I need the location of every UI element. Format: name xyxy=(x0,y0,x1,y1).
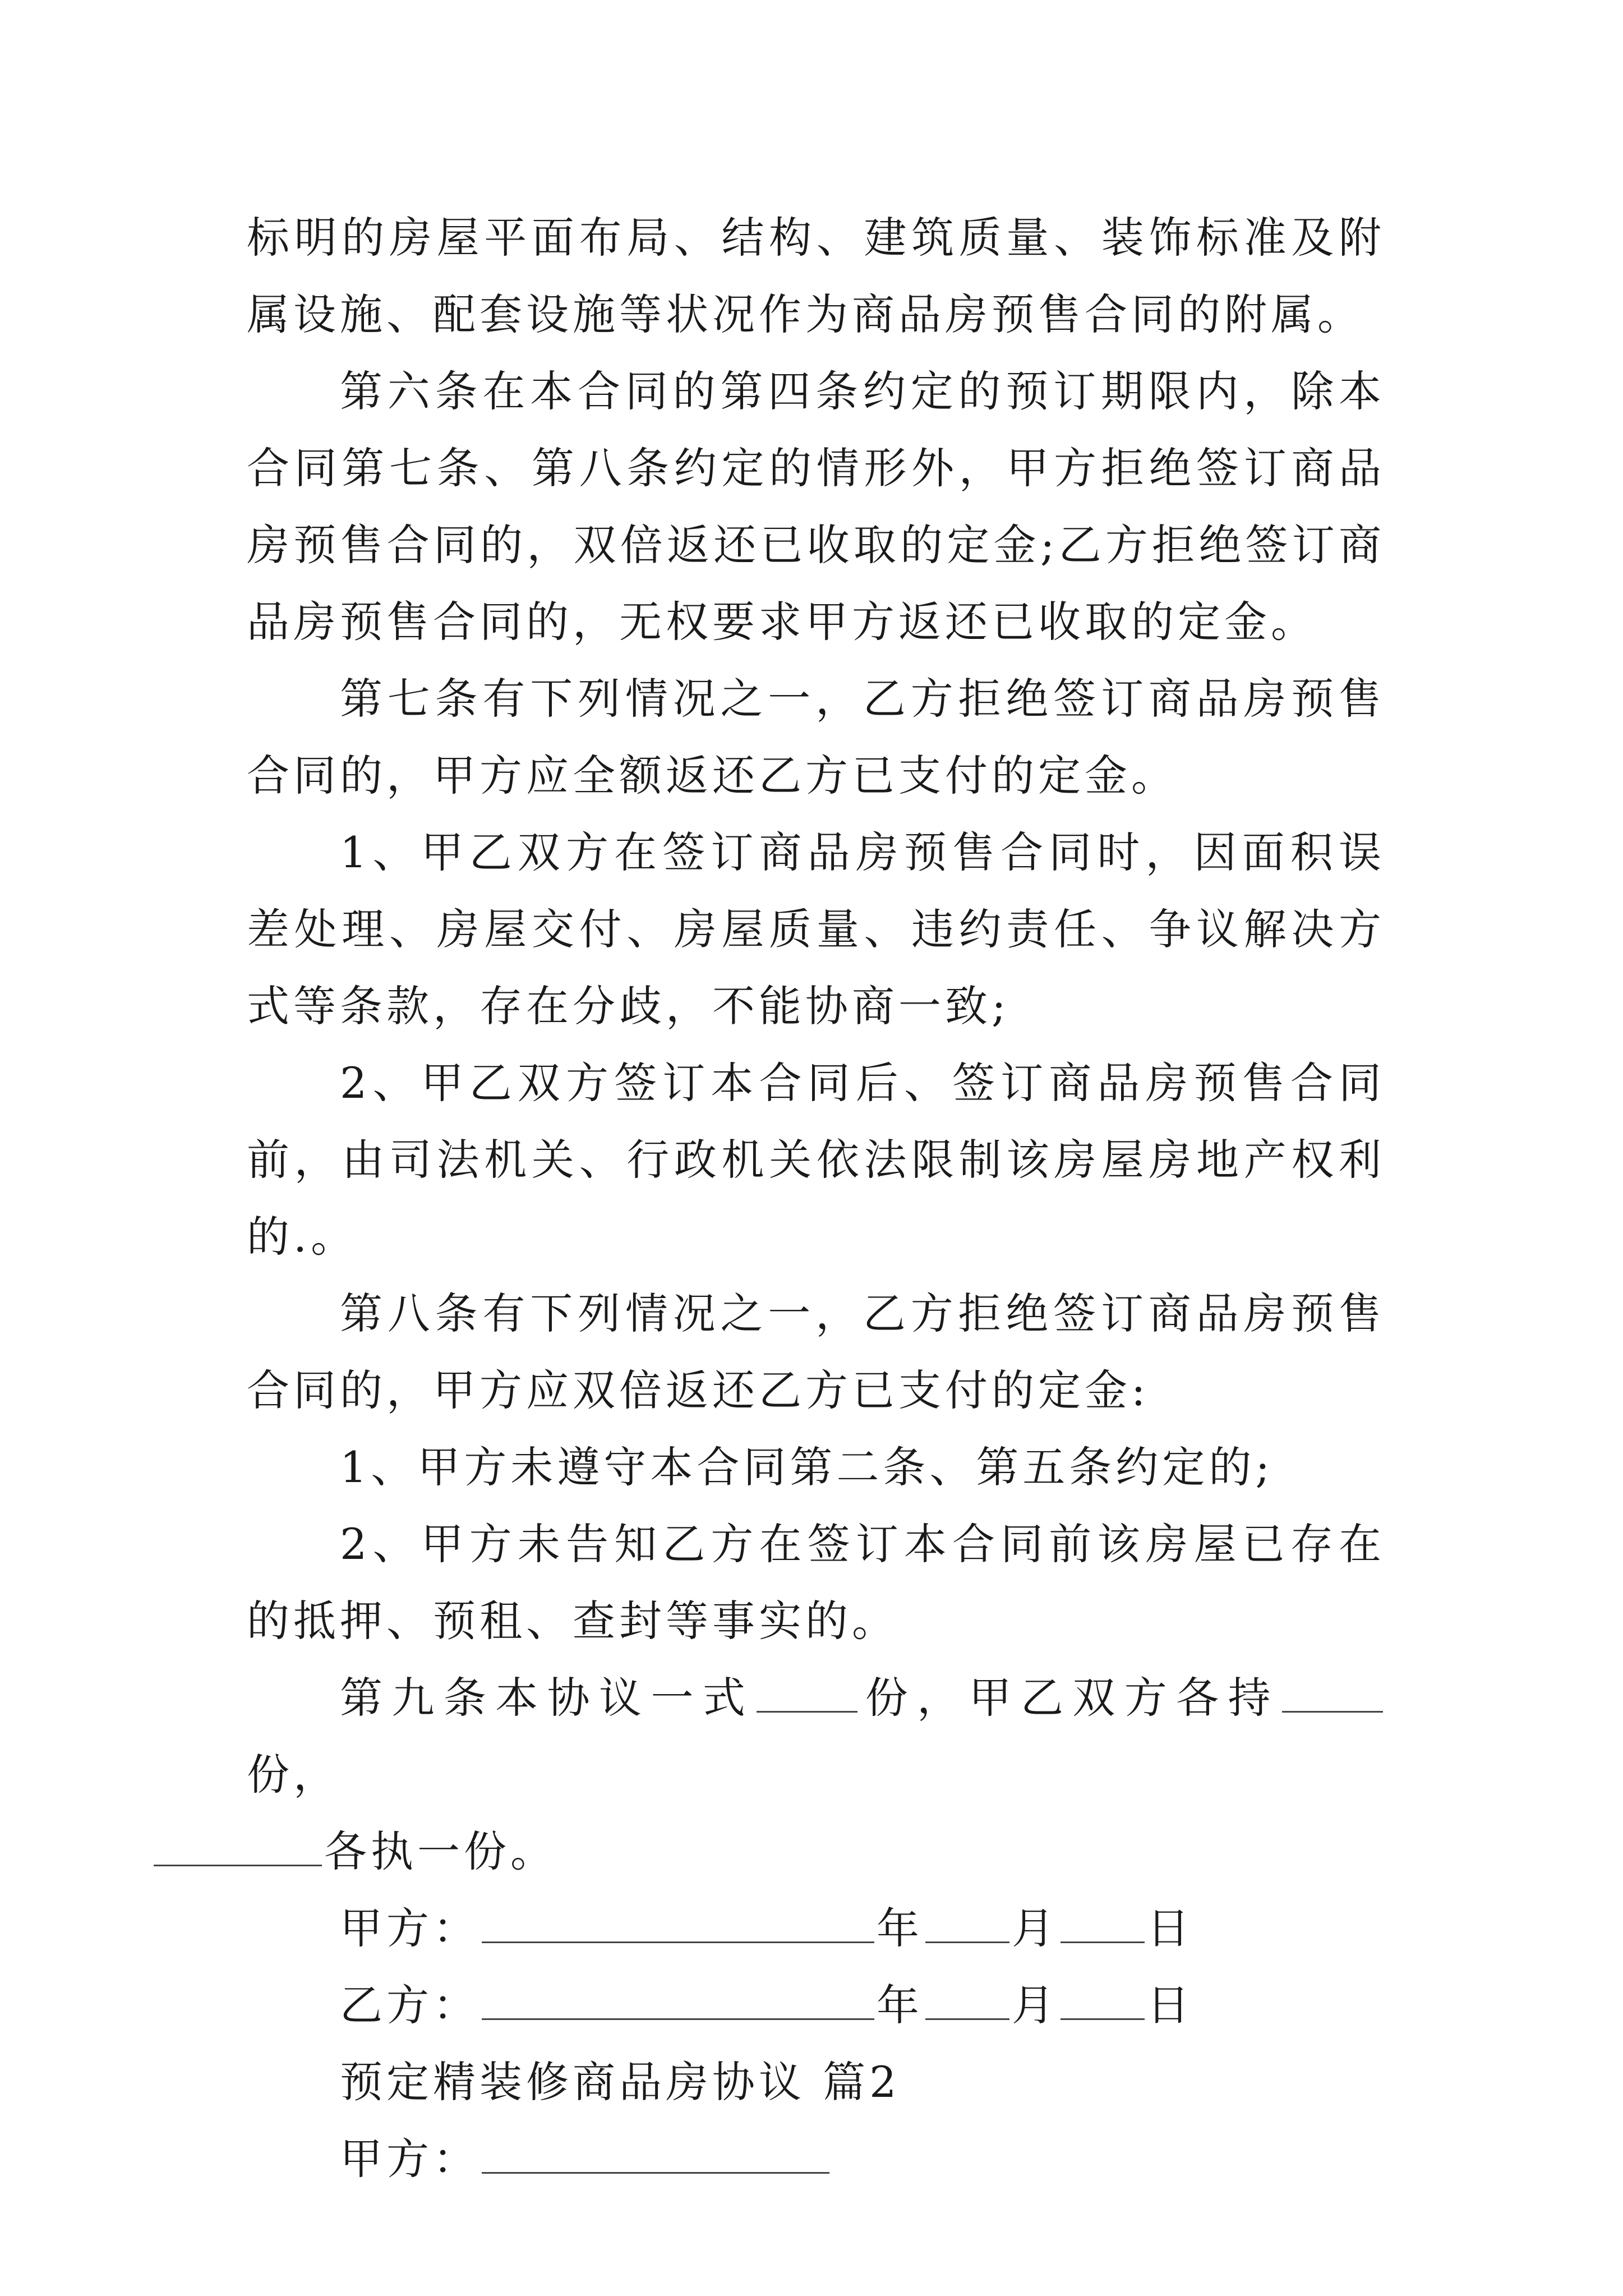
party-b-year-label: 年 xyxy=(877,1980,923,2030)
section-2-title: 预定精装修商品房协议 篇2 xyxy=(340,2057,901,2107)
party-b-name-blank[interactable] xyxy=(482,1976,874,2020)
party-a-signature-line xyxy=(247,1890,1385,1967)
party-a-year-label: 年 xyxy=(877,1903,923,1953)
section-2-party-a-label: 甲方： xyxy=(340,2134,479,2184)
document-body xyxy=(247,199,1385,2197)
article-9-text-4: 各执一份。 xyxy=(324,1826,557,1876)
paragraph-article-7: 第七条有下列情况之一，乙方拒绝签订商品房预售合同的，甲方应全额返还乙方已支付的定金。 xyxy=(247,674,1385,800)
party-b-month-label: 月 xyxy=(1012,1980,1058,2030)
section-2-party-a-line xyxy=(247,2120,1385,2197)
party-a-name-blank[interactable] xyxy=(482,1899,874,1943)
party-a-month-blank[interactable] xyxy=(925,1899,1009,1943)
party-a-day-label: 日 xyxy=(1147,1903,1193,1953)
party-b-day-label: 日 xyxy=(1147,1980,1193,2030)
paragraph-article-6: 第六条在本合同的第四条约定的预订期限内，除本合同第七条、第八条约定的情形外，甲方拒绝签订商品房预售合同的，双倍返还已收取的定金;乙方拒绝签订商品房预售合同的，无权要求甲方返还已收取的定金。 xyxy=(247,366,1385,647)
paragraph-article-8: 第八条有下列情况之一，乙方拒绝签订商品房预售合同的，甲方应双倍返还乙方已支付的定金: xyxy=(247,1289,1385,1415)
article-9-text-3: 份， xyxy=(247,1750,340,1800)
copies-total-blank[interactable] xyxy=(757,1668,857,1713)
article-9-text-1: 第九条本协议一式 xyxy=(340,1673,755,1723)
paragraph-article-9 xyxy=(247,1659,1385,1890)
party-a-day-blank[interactable] xyxy=(1061,1899,1145,1943)
paragraph-article-7-item-2: 2、甲乙双方签订本合同后、签订商品房预售合同前，由司法机关、行政机关依法限制该房屋房地产权利的.。 xyxy=(247,1058,1385,1262)
article-9-text-2: 份，甲乙双方各持 xyxy=(860,1673,1280,1723)
party-b-signature-line xyxy=(247,1967,1385,2044)
party-b-month-blank[interactable] xyxy=(925,1976,1009,2020)
other-holder-blank[interactable] xyxy=(154,1822,322,1866)
party-b-day-blank[interactable] xyxy=(1061,1976,1145,2020)
party-a-month-label: 月 xyxy=(1012,1903,1058,1953)
paragraph-attachment: 标明的房屋平面布局、结构、建筑质量、装饰标准及附属设施、配套设施等状况作为商品房预售合同的附属。 xyxy=(247,213,1385,339)
paragraph-article-8-item-2: 2、甲方未告知乙方在签订本合同前该房屋已存在的抵押、预租、查封等事实的。 xyxy=(247,1519,1385,1646)
paragraph-article-7-item-1: 1、甲乙双方在签订商品房预售合同时，因面积误差处理、房屋交付、房屋质量、违约责任、争议解决方式等条款，存在分歧，不能协商一致; xyxy=(247,827,1385,1031)
paragraph-article-8-item-1: 1、甲方未遵守本合同第二条、第五条约定的; xyxy=(340,1442,1274,1492)
section-2-party-a-blank[interactable] xyxy=(482,2129,829,2174)
party-b-label: 乙方： xyxy=(340,1980,479,2030)
copies-each-blank[interactable] xyxy=(1282,1668,1383,1713)
party-a-label: 甲方： xyxy=(340,1903,479,1953)
